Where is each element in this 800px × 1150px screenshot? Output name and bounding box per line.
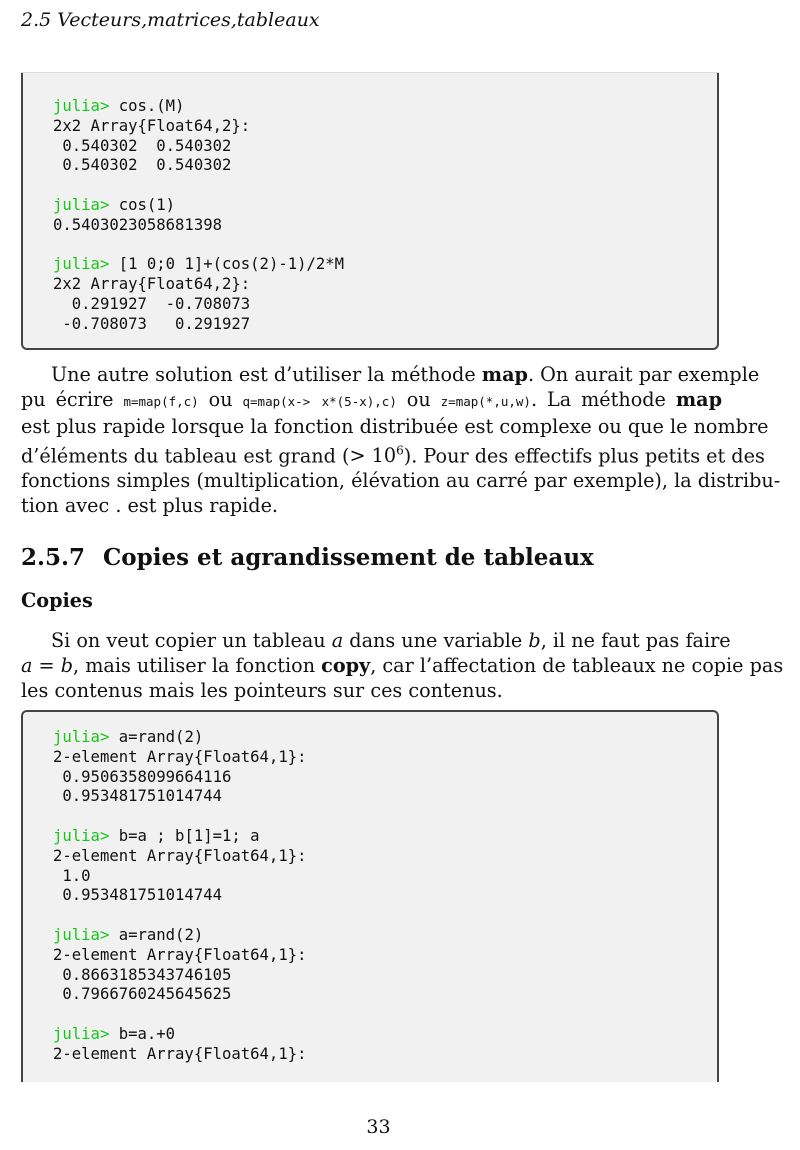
code-text: cos.(M) — [109, 97, 185, 115]
paragraph-copy — [21, 628, 784, 703]
code-text: -0.708073 0.291927 — [53, 314, 251, 333]
math-expression: a = b — [21, 654, 73, 677]
section-title: Copies et agrandissement de tableaux — [103, 544, 594, 571]
code-block-2 — [21, 710, 719, 1082]
code-line — [53, 985, 231, 1003]
text-line: Une autre solution est d’utiliser la méthode map. On aurait par exemple — [51, 363, 760, 386]
code-line — [53, 847, 306, 865]
code-line — [53, 156, 231, 174]
code-text: a=rand(2) — [109, 728, 204, 746]
code-text: 2x2 Array{Float64,2}: — [53, 116, 251, 135]
repl-prompt: julia> — [53, 195, 110, 214]
code-text: b=a ; b[1]=1; a — [109, 826, 260, 845]
code-text: cos(1) — [109, 195, 176, 214]
code-line — [53, 886, 222, 904]
keyword-map: map — [675, 388, 723, 411]
code-listing — [53, 728, 306, 1065]
repl-prompt: julia> — [53, 1024, 110, 1043]
text-line: tion avec . est plus rapide. — [21, 494, 279, 518]
math-variable: b — [528, 629, 541, 652]
code-line — [53, 196, 175, 214]
code-text: 2x2 Array{Float64,2}: — [53, 275, 251, 294]
code-line — [53, 255, 344, 273]
subsection-heading: Copies — [21, 589, 93, 612]
code-line — [53, 748, 306, 766]
math-variable: a — [331, 629, 344, 652]
code-text: [1 0;0 1]+(cos(2)-1)/2*M — [109, 255, 345, 274]
code-text: 2-element Array{Float64,1}: — [53, 1044, 307, 1063]
text-line: d’éléments du tableau est grand (> $10^6$). Pour des effectifs plus petits et des — [21, 444, 765, 468]
code-text: 0.953481751014744 — [53, 886, 222, 905]
code-line — [53, 787, 222, 805]
text-line: pu écrire m=map(f,c) ou q=map(x-> x*(5-x),c) ou z=map(*,u,w). La méthode map — [21, 388, 723, 411]
section-number: 2.5.7 — [21, 544, 86, 571]
keyword-copy: copy — [321, 654, 371, 677]
repl-prompt: julia> — [53, 728, 110, 746]
text-line: Si on veut copier un tableau a dans une variable b, il ne faut pas faire — [51, 629, 731, 652]
inline-code: z=map(*,u,w) — [440, 394, 531, 409]
page-number: 33 — [366, 1116, 391, 1138]
code-line — [53, 137, 231, 155]
code-text: 0.5403023058681398 — [53, 215, 222, 234]
code-line — [53, 966, 231, 984]
text-line: a = b, mais utiliser la fonction copy, car l’affectation de tableaux ne copie pas — [21, 654, 784, 677]
code-line — [53, 1045, 306, 1063]
code-line — [53, 827, 260, 845]
repl-prompt: julia> — [53, 255, 110, 274]
code-line — [53, 1025, 175, 1043]
code-text: 0.8663185343746105 — [53, 965, 232, 984]
code-text: 1.0 — [53, 866, 91, 885]
code-text: 2-element Array{Float64,1}: — [53, 846, 307, 865]
text-line: fonctions simples (multiplication, élévation au carré par exemple), la distribu- — [21, 469, 781, 493]
text-line: les contenus mais les pointeurs sur ces contenus. — [21, 679, 503, 702]
code-text: 2-element Array{Float64,1}: — [53, 945, 307, 964]
code-line — [53, 926, 203, 944]
code-line — [53, 295, 250, 313]
code-line — [53, 728, 203, 746]
code-text: 0.540302 0.540302 — [53, 156, 232, 175]
code-text: 0.7966760245645625 — [53, 985, 232, 1004]
code-line — [53, 946, 306, 964]
inline-code: m=map(f,c) — [123, 394, 199, 409]
code-line — [53, 275, 250, 293]
code-line — [53, 216, 222, 234]
keyword-map: map — [481, 363, 528, 386]
code-text: 0.9506358099664116 — [53, 767, 232, 786]
math-expression: > $10^6$ — [349, 444, 404, 468]
paragraph-map — [21, 362, 781, 518]
code-line — [53, 97, 184, 115]
code-text: 0.953481751014744 — [53, 787, 222, 806]
code-line — [53, 117, 250, 135]
code-line — [53, 867, 91, 885]
repl-prompt: julia> — [53, 925, 110, 944]
repl-prompt: julia> — [53, 97, 110, 115]
inline-code: q=map(x-> x*(5-x),c) — [242, 394, 397, 409]
code-text: a=rand(2) — [109, 925, 204, 944]
code-text: 0.291927 -0.708073 — [53, 294, 251, 313]
text-line: est plus rapide lorsque la fonction distribuée est complexe ou que le nombre — [21, 415, 769, 438]
repl-prompt: julia> — [53, 826, 110, 845]
code-line — [53, 315, 250, 333]
code-block-1 — [21, 72, 719, 350]
code-text: 2-element Array{Float64,1}: — [53, 747, 307, 766]
code-text: 0.540302 0.540302 — [53, 136, 232, 155]
code-text: b=a.+0 — [109, 1024, 176, 1043]
section-heading — [21, 544, 594, 571]
running-header: 2.5 Vecteurs,matrices,tableaux — [21, 9, 320, 31]
code-listing — [53, 97, 344, 335]
code-line — [53, 768, 231, 786]
